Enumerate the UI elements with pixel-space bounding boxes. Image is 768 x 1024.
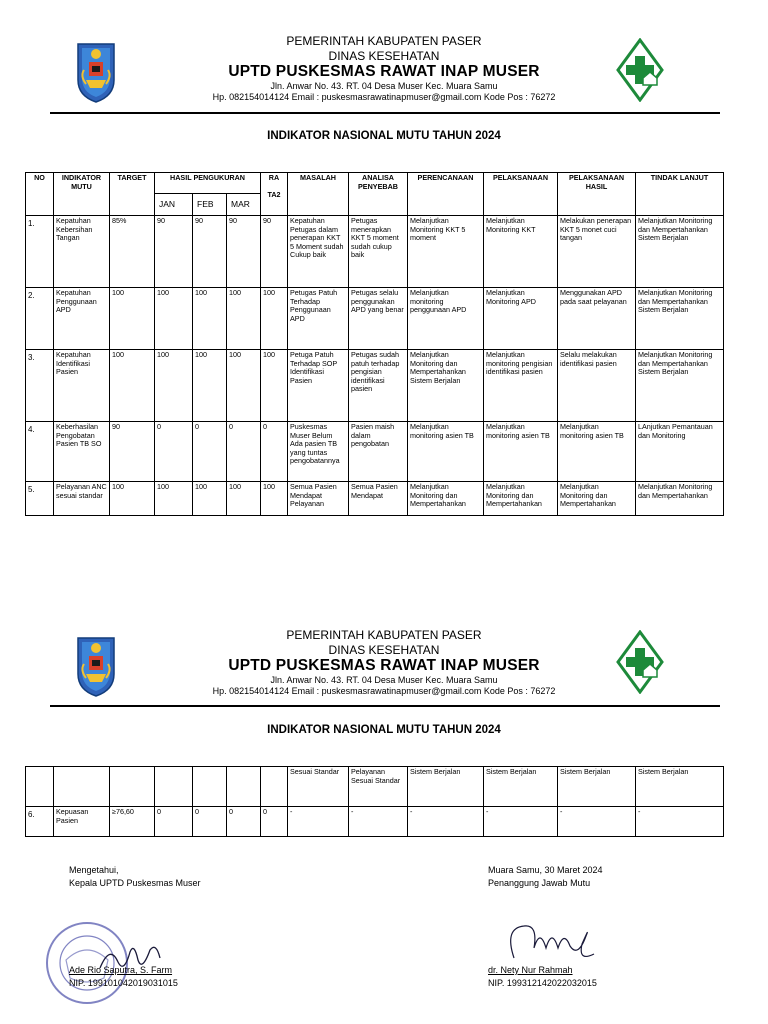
cell-target: 85% xyxy=(110,216,155,288)
cell-target: 100 xyxy=(110,350,155,422)
cell-analisa: Pelayanan Sesuai Standar xyxy=(349,767,408,807)
signature-block-right xyxy=(488,864,603,890)
cell-pelaksanaan: Sistem Berjalan xyxy=(484,767,558,807)
cell-mar: 100 xyxy=(227,350,261,422)
letterhead-divider xyxy=(50,112,720,114)
cell-masalah: Semua Pasien Mendapat Pelayanan xyxy=(288,482,349,516)
cell-analisa: Pasien maish dalam pengobatan xyxy=(349,422,408,482)
cell-tindak-lanjut: Melanjutkan Monitoring dan Mempertahankan Sistem Berjalan xyxy=(636,216,724,288)
cell-no: 1. xyxy=(26,216,54,288)
cell-jan: 0 xyxy=(155,422,193,482)
cell-target: 100 xyxy=(110,288,155,350)
cell-feb: 100 xyxy=(193,288,227,350)
header-feb: FEB xyxy=(193,194,227,216)
cell-perencanaan: Melanjutkan Monitoring dan Mempertahankan Sistem Berjalan xyxy=(408,350,484,422)
cell-mar: 0 xyxy=(227,422,261,482)
cell-feb: 100 xyxy=(193,482,227,516)
table-row xyxy=(26,422,724,482)
header-perencanaan: PERENCANAAN xyxy=(408,173,484,216)
letterhead-department: DINAS KESEHATAN xyxy=(328,643,440,657)
cell-masalah: Petuga Patuh Terhadap SOP Identifikasi Pasien xyxy=(288,350,349,422)
header-rata xyxy=(261,173,288,216)
cell-rata xyxy=(261,767,288,807)
cell-perencanaan: Melanjutkan monitoring penggunaan APD xyxy=(408,288,484,350)
cell-mar: 100 xyxy=(227,288,261,350)
cell-masalah: - xyxy=(288,807,349,837)
table-row-continuation xyxy=(26,767,724,807)
cell-tindak-lanjut: Sistem Berjalan xyxy=(636,767,724,807)
cell-analisa: Petugas sudah patuh terhadap pengisian identifikasi pasien xyxy=(349,350,408,422)
header-mar: MAR xyxy=(227,194,261,216)
cell-pelaksanaan-hasil: - xyxy=(558,807,636,837)
cell-perencanaan: Melanjutkan monitoring asien TB xyxy=(408,422,484,482)
header-no: NO xyxy=(26,173,54,216)
signature-block-left xyxy=(69,864,201,890)
signature-left-nip: NIP. 199101042019031015 xyxy=(69,978,178,988)
cell-rata: 100 xyxy=(261,482,288,516)
signature-right-name: dr. Nety Nur Rahmah xyxy=(488,965,573,975)
letterhead-government: PEMERINTAH KABUPATEN PASER xyxy=(286,34,482,48)
cell-no xyxy=(26,767,54,807)
header-masalah: MASALAH xyxy=(288,173,349,216)
letterhead-page1 xyxy=(0,34,768,114)
cell-pelaksanaan-hasil: Selalu melakukan identifikasi pasien xyxy=(558,350,636,422)
cell-feb: 100 xyxy=(193,350,227,422)
page-title: INDIKATOR NASIONAL MUTU TAHUN 2024 xyxy=(267,724,501,736)
header-pelaksanaan: PELAKSANAAN xyxy=(484,173,558,216)
cell-perencanaan: - xyxy=(408,807,484,837)
cell-pelaksanaan-hasil: Menggunakan APD pada saat pelayanan xyxy=(558,288,636,350)
page-title: INDIKATOR NASIONAL MUTU TAHUN 2024 xyxy=(267,130,501,142)
letterhead-page2 xyxy=(0,628,768,708)
letterhead-contact: Hp. 082154014124 Email : puskesmasrawatinapmuser@gmail.com Kode Pos : 76272 xyxy=(212,92,556,102)
letterhead-divider xyxy=(50,705,720,707)
cell-rata: 100 xyxy=(261,350,288,422)
signature-right-date: Muara Samu, 30 Maret 2024 xyxy=(488,865,603,875)
header-tindak-lanjut: TINDAK LANJUT xyxy=(636,173,724,216)
letterhead-address: Jln. Anwar No. 43. RT. 04 Desa Muser Kec. Muara Samu xyxy=(270,81,498,91)
cell-indikator xyxy=(54,767,110,807)
signature-left-name: Ade Rio Saputra, S. Farm xyxy=(69,965,173,975)
cell-tindak-lanjut: Melanjutkan Monitoring dan Mempertahankan Sistem Berjalan xyxy=(636,350,724,422)
cell-pelaksanaan: Melanjutkan Monitoring KKT xyxy=(484,216,558,288)
header-analisa: ANALISA PENYEBAB xyxy=(349,173,408,216)
cell-analisa: Petugas selalu penggunakan APD yang benar xyxy=(349,288,408,350)
cell-indikator: Kepuasan Pasien xyxy=(54,807,110,837)
cell-perencanaan: Melanjutkan Monitoring dan Mempertahankan xyxy=(408,482,484,516)
letterhead-organization: UPTD PUSKESMAS RAWAT INAP MUSER xyxy=(228,657,540,674)
cell-masalah: Puskesmas Muser Belum Ada pasien TB yang tuntas pengobatannya xyxy=(288,422,349,482)
cell-target: 100 xyxy=(110,482,155,516)
cell-masalah: Petugas Patuh Terhadap Penggunaan APD xyxy=(288,288,349,350)
letterhead-department: DINAS KESEHATAN xyxy=(328,49,440,63)
cell-feb xyxy=(193,767,227,807)
cell-no: 5. xyxy=(26,482,54,516)
letterhead-government: PEMERINTAH KABUPATEN PASER xyxy=(286,628,482,642)
cell-target: 90 xyxy=(110,422,155,482)
signature-right-nip: NIP. 199312142022032015 xyxy=(488,978,597,988)
table-row xyxy=(26,288,724,350)
cell-masalah: Kepatuhan Petugas dalam penerapan KKT 5 Moment sudah Cukup baik xyxy=(288,216,349,288)
cell-no: 2. xyxy=(26,288,54,350)
header-rata-part1: RA xyxy=(268,173,280,182)
cell-mar xyxy=(227,767,261,807)
quality-indicator-table-continued xyxy=(25,766,724,837)
cell-mar: 0 xyxy=(227,807,261,837)
table-row xyxy=(26,807,724,837)
signature-block-left-name xyxy=(69,964,178,990)
table-row xyxy=(26,482,724,516)
cell-target xyxy=(110,767,155,807)
cell-no: 6. xyxy=(26,807,54,837)
cell-mar: 100 xyxy=(227,482,261,516)
letterhead-address: Jln. Anwar No. 43. RT. 04 Desa Muser Kec. Muara Samu xyxy=(270,675,498,685)
cell-analisa: Semua Pasien Mendapat xyxy=(349,482,408,516)
cell-jan: 100 xyxy=(155,350,193,422)
cell-perencanaan: Sistem Berjalan xyxy=(408,767,484,807)
cell-pelaksanaan-hasil: Melanjutkan monitoring asien TB xyxy=(558,422,636,482)
cell-mar: 90 xyxy=(227,216,261,288)
cell-rata: 0 xyxy=(261,807,288,837)
signature-right-position: Penanggung Jawab Mutu xyxy=(488,878,591,888)
cell-rata: 100 xyxy=(261,288,288,350)
table-row xyxy=(26,350,724,422)
cell-jan: 90 xyxy=(155,216,193,288)
cell-indikator: Kepatuhan Kebersihan Tangan xyxy=(54,216,110,288)
cell-pelaksanaan-hasil: Melakukan penerapan KKT 5 monet cuci tangan xyxy=(558,216,636,288)
header-target: TARGET xyxy=(110,173,155,216)
cell-pelaksanaan: Melanjutkan Monitoring APD xyxy=(484,288,558,350)
cell-jan: 0 xyxy=(155,807,193,837)
cell-rata: 0 xyxy=(261,422,288,482)
cell-indikator: Kepatuhan Penggunaan APD xyxy=(54,288,110,350)
header-pelaksanaan-hasil: PELAKSANAAN HASIL xyxy=(558,173,636,216)
signature-left-position: Kepala UPTD Puskesmas Muser xyxy=(69,878,201,888)
cell-no: 4. xyxy=(26,422,54,482)
cell-pelaksanaan-hasil: Sistem Berjalan xyxy=(558,767,636,807)
cell-indikator: Keberhasilan Pengobatan Pasien TB SO xyxy=(54,422,110,482)
signature-block-right-name xyxy=(488,964,597,990)
cell-pelaksanaan: Melanjutkan monitoring asien TB xyxy=(484,422,558,482)
table-row xyxy=(26,216,724,288)
cell-analisa: - xyxy=(349,807,408,837)
header-jan: JAN xyxy=(155,194,193,216)
signature-left-acknowledge: Mengetahui, xyxy=(69,865,119,875)
cell-rata: 90 xyxy=(261,216,288,288)
header-hasil-pengukuran: HASIL PENGUKURAN xyxy=(155,173,261,194)
cell-target: ≥76,60 xyxy=(110,807,155,837)
letterhead-organization: UPTD PUSKESMAS RAWAT INAP MUSER xyxy=(228,63,540,80)
cell-perencanaan: Melanjutkan Monitoring KKT 5 moment xyxy=(408,216,484,288)
cell-masalah: Sesuai Standar xyxy=(288,767,349,807)
cell-tindak-lanjut: Melanjutkan Monitoring dan Mempertahankan Sistem Berjalan xyxy=(636,288,724,350)
cell-indikator: Pelayanan ANC sesuai standar xyxy=(54,482,110,516)
letterhead-contact: Hp. 082154014124 Email : puskesmasrawatinapmuser@gmail.com Kode Pos : 76272 xyxy=(212,686,556,696)
cell-tindak-lanjut: LAnjutkan Pemantauan dan Monitoring xyxy=(636,422,724,482)
cell-jan: 100 xyxy=(155,482,193,516)
cell-no: 3. xyxy=(26,350,54,422)
right-signature-scribble xyxy=(494,918,604,968)
cell-pelaksanaan: Melanjutkan monitoring pengisian identifikasi pasien xyxy=(484,350,558,422)
cell-pelaksanaan: - xyxy=(484,807,558,837)
header-rata-part2: TA2 xyxy=(267,190,281,200)
cell-pelaksanaan: Melanjutkan Monitoring dan Mempertahankan xyxy=(484,482,558,516)
cell-jan xyxy=(155,767,193,807)
cell-indikator: Kepatuhan Identifikasi Pasien xyxy=(54,350,110,422)
cell-jan: 100 xyxy=(155,288,193,350)
cell-feb: 0 xyxy=(193,807,227,837)
quality-indicator-table xyxy=(25,172,724,516)
cell-feb: 90 xyxy=(193,216,227,288)
cell-tindak-lanjut: Melanjutkan Monitoring dan Mempertahankan xyxy=(636,482,724,516)
cell-feb: 0 xyxy=(193,422,227,482)
cell-analisa: Petugas menerapkan KKT 5 moment sudah cukup baik xyxy=(349,216,408,288)
cell-tindak-lanjut: - xyxy=(636,807,724,837)
cell-pelaksanaan-hasil: Melanjutkan Monitoring dan Mempertahankan xyxy=(558,482,636,516)
header-indikator: INDIKATOR MUTU xyxy=(54,173,110,216)
